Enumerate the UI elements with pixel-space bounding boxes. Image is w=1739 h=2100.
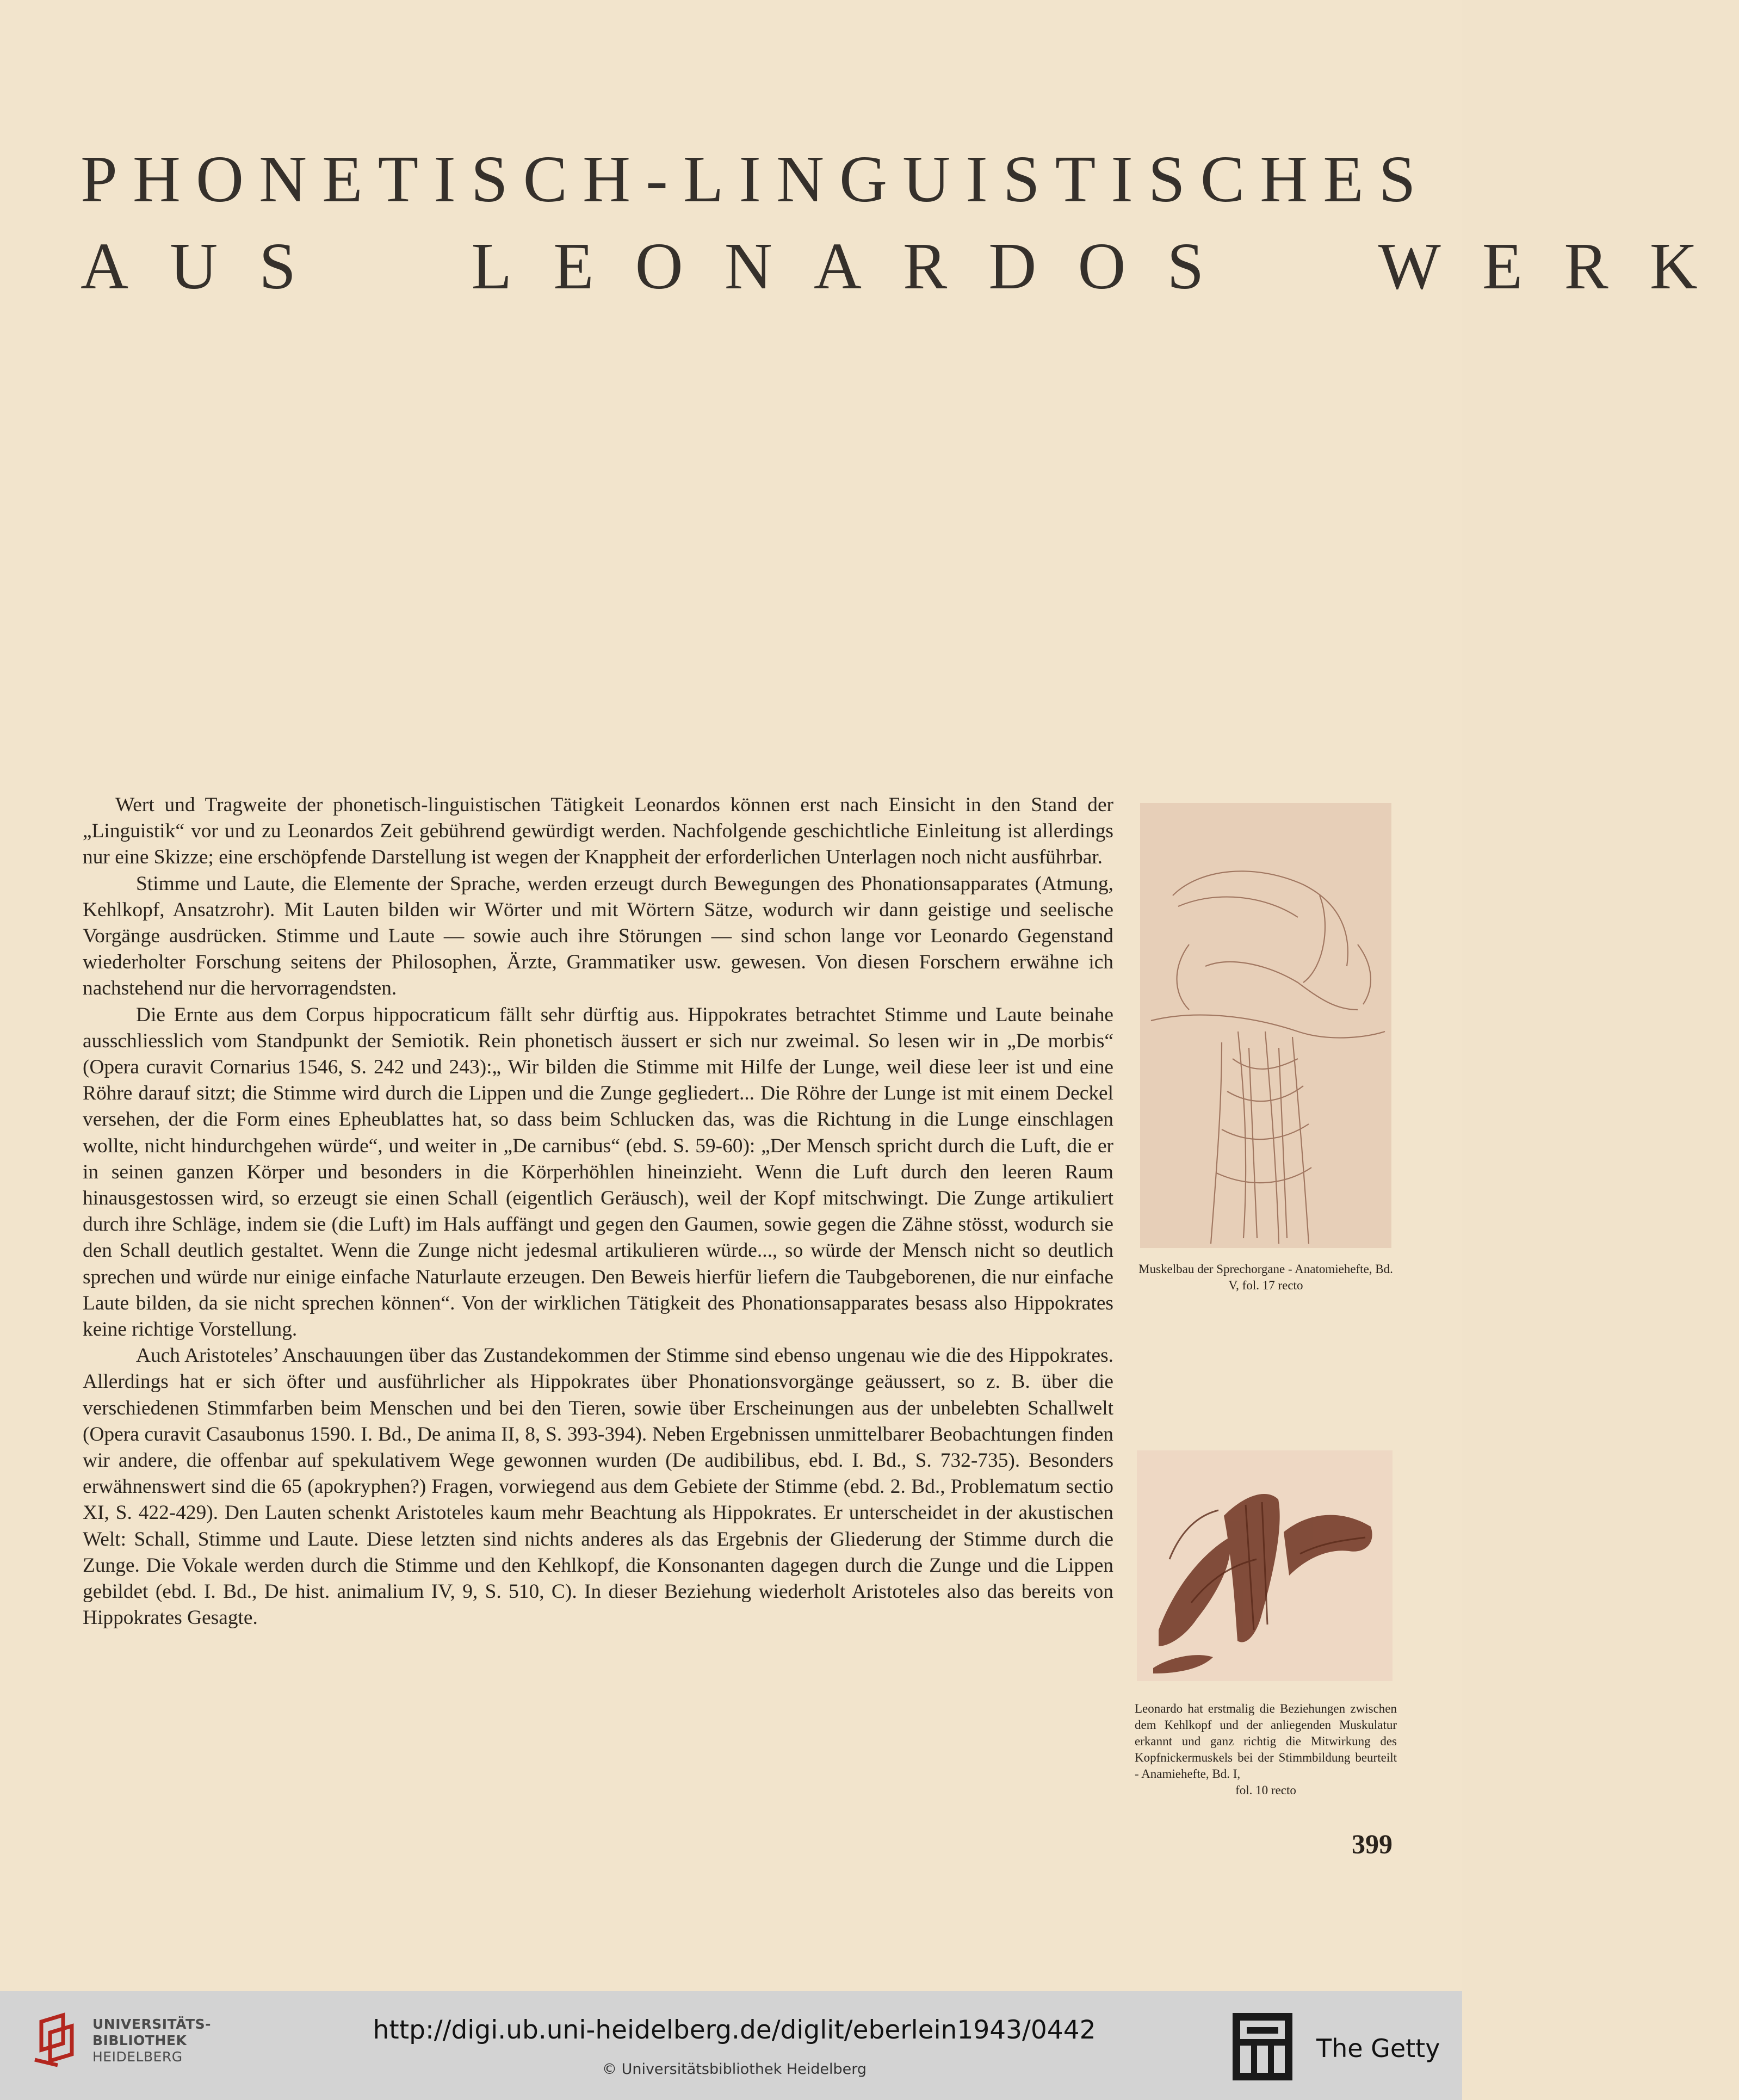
figure-2-caption-main: Leonardo hat erstmalig die Beziehungen zwischen dem Kehlkopf und der anliegenden Muskulatur erkannt und ganz richtig die Mitwirkung des Kopfnickermuskels bei der Stimmbildung beurteilt - Anamiehefte, Bd. I,: [1135, 1702, 1397, 1781]
paragraph-1: Wert und Tragweite der phonetisch-linguistischen Tätigkeit Leonardos können erst nach Einsicht in den Stand der „Linguistik“ vor und zu Leonardos Zeit gebührend gewürdigt werden. Nachfolgende geschichtliche Einleitung ist allerdings nur eine Skizze; eine erschöpfende Darstellung ist wegen der Knappheit der erforderlichen Unterlagen noch nicht ausführbar.: [83, 794, 1113, 869]
title-line-1: PHONETISCH-LINGUISTISCHES: [81, 143, 1431, 216]
figure-anatomy-sketch-1: [1140, 803, 1391, 1248]
paragraph-4: Auch Aristoteles’ Anschauungen über das Zustandekommen der Stimme sind ebenso ungenau wie die des Hippokrates. Allerdings hat er sich öfter und ausführlicher als Hippokrates über Phonationsvorgänge geäussert, so z. B. über die verschiedenen Stimmfarben beim Menschen und bei den Tieren, sowie über Erscheinungen aus der unbelebten Schallwelt (Opera curavit Casaubonus 1590. I. Bd., De anima II, 8, S. 393-394). Neben Ergebnissen unmittelbarer Beobachtungen finden wir andere, die offenbar auf spekulativem Wege gewonnen wurden (De audibilibus, ebd. I. Bd., S. 732-735). Besonders erwähnenswert sind die 65 (apokryphen?) Fragen, vorwiegend aus dem Gebiete der Stimme (ebd. 2. Bd., Problematum sectio XI, S. 422-429). Den Lauten schenkt Aristoteles kaum mehr Beachtung als Hippokrates. Er unterscheidet in der akustischen Welt: Schall, Stimme und Laute. Diese letzten sind nichts anderes als das Ergebnis der Gliederung der Stimme durch die Zunge. Die Vokale werden durch die Stimme und den Kehlkopf, die Konsonanten dagegen durch die Zunge und die Lippen gebildet (ebd. I. Bd., De hist. animalium IV, 9, S. 510, C). In dieser Beziehung wiederholt Aristoteles also das bereits von Hippokrates Gesagte.: [83, 1344, 1113, 1629]
sketch-larynx-image: [1137, 1450, 1393, 1681]
library-line-2: BIBLIOTHEK: [92, 2033, 187, 2048]
library-name[interactable]: [92, 2016, 211, 2065]
paragraph-3: Die Ernte aus dem Corpus hippocraticum fällt sehr dürftig aus. Hippokrates betrachtet Stimme und Laute beinahe ausschliesslich vom Standpunkt der Semiotik. Rein phonetisch äussert er sich nur zweimal. So lesen wir in „De morbis“ (Opera curavit Cornarius 1546, S. 242 und 243):„ Wir bilden die Stimme mit Hilfe der Lunge, weil diese leer ist und eine Röhre darauf sitzt; die Stimme wird durch die Lippen und die Zunge gegliedert... Die Röhre der Lunge ist mit einem Deckel versehen, der die Form eines Epheublattes hat, so dass beim Schlucken das, was die Richtung in die Lunge einschlagen wollte, nicht hindurchgehen würde“, und weiter in „De carnibus“ (ebd. S. 59-60): „Der Mensch spricht durch die Luft, die er in seinen ganzen Körper und besonders in die Körperhöhlen hineinzieht. Wenn die Luft durch den leeren Raum hinausgestossen wird, so erzeugt sie einen Schall (eigentlich Geräusch), weil der Kopf mitschwingt. Die Zunge artikuliert durch ihre Schläge, indem sie (die Luft) im Hals auffängt und gegen den Gaumen, sowie gegen die Zähne stösst, wodurch sie den Schall deutlich gestaltet. Wenn die Zunge nicht jedesmal artikulieren würde..., so würde der Mensch nicht so deutlich sprechen und würde nur einige einfache Naturlaute erzeugen. Den Beweis hierfür liefern die Taubgeborenen, die nur einfache Laute bilden, da sie nicht sprechen können“. Von der wirklichen Tätigkeit des Phonationsapparates besass also Hippokrates keine richtige Vorstellung.: [83, 1003, 1113, 1341]
library-line-1: UNIVERSITÄTS-: [92, 2016, 211, 2032]
figure-anatomy-sketch-2: [1137, 1450, 1393, 1681]
permalink-url[interactable]: http://digi.ub.uni-heidelberg.de/diglit/eberlein1943/0442: [373, 2015, 1096, 2045]
footer-bar: [0, 1991, 1462, 2100]
figure-2-caption-last: fol. 10 recto: [1235, 1783, 1296, 1797]
getty-logo-icon[interactable]: [1233, 2013, 1292, 2080]
ub-heidelberg-logo-icon[interactable]: [30, 2011, 85, 2071]
body-text: [83, 792, 1113, 1632]
page-number: 399: [1352, 1829, 1393, 1859]
paragraph-2: Stimme und Laute, die Elemente der Sprache, werden erzeugt durch Bewegungen des Phonationsapparates (Atmung, Kehlkopf, Ansatzrohr). Mit Lauten bilden wir Wörter und mit Wörtern Sätze, wodurch wir dann geistige und seelische Vorgänge ausdrücken. Stimme und Laute — sowie auch ihre Störungen — sind schon lange vor Leonardo Gegenstand wiederholter Forschung seitens der Philosophen, Ärzte, Grammatiker usw. gewesen. Von diesen Forschern erwähne ich nachstehend nur die hervorragendsten.: [83, 872, 1113, 1000]
figure-1-caption: Muskelbau der Sprechorgane - Anatomiehefte, Bd. V, fol. 17 recto: [1138, 1262, 1393, 1292]
title-line-2: AUS LEONARDOS WERK: [81, 230, 1739, 303]
page-title: [81, 136, 1739, 310]
figure-2-caption: [1135, 1701, 1397, 1799]
partner-name[interactable]: The Getty: [1316, 2034, 1440, 2063]
copyright-notice: © Universitätsbibliothek Heidelberg: [602, 2061, 867, 2078]
library-line-3: HEIDELBERG: [92, 2049, 183, 2065]
sketch-muscles-image: [1140, 803, 1391, 1248]
